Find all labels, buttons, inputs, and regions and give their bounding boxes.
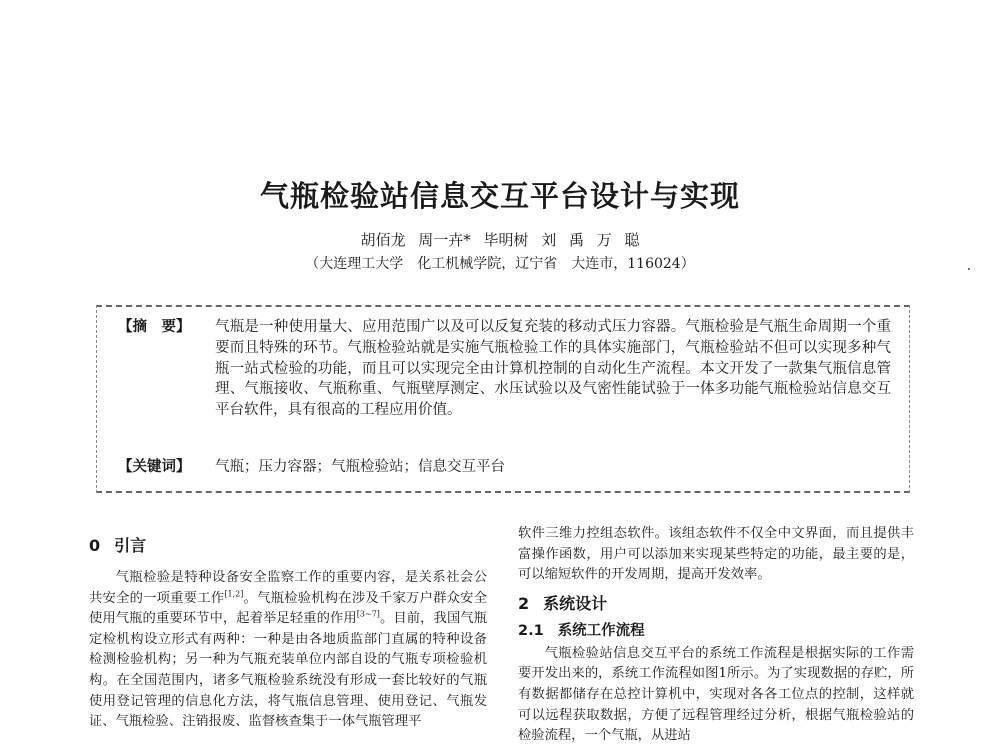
section-heading-design [518, 592, 914, 616]
paper-affiliation: （大连理工大学 化工机械学院，辽宁省 大连市，116024） [305, 256, 695, 272]
subsection-heading [518, 620, 914, 642]
intro-text-b: 。气瓶检验机构在涉及千家万户群众安全使用气瓶的重要环节中，起着举足轻重的作用 [89, 590, 488, 627]
keywords-text: 气瓶；压力容器；气瓶检验站；信息交互平台 [215, 459, 505, 475]
scan-speck [968, 268, 970, 270]
right-column [518, 524, 914, 747]
paper-authors: 胡佰龙 周一卉* 毕明树 刘 禹 万 聪 [360, 231, 640, 249]
intro-paragraph [89, 568, 487, 733]
section-title: 系统设计 [543, 593, 608, 613]
paper-title: 气瓶检验站信息交互平台设计与实现 [259, 179, 740, 213]
subsection-number: 2.1 [518, 622, 544, 639]
citation-1: [1,2] [224, 589, 244, 599]
intro-text-a: 气瓶检验是特种设备安全监察工作的重要内容，是关系社会公共安全的一项重要工作 [89, 570, 487, 606]
abstract-label: 【摘 要】 [118, 319, 191, 335]
citation-2: [3~7] [356, 609, 380, 619]
keywords-row [118, 457, 891, 478]
abstract-box [96, 305, 910, 493]
intro-text-c: 。目前，我国气瓶定检机构设立形式有两种：一种是由各地质监部门直属的特种设备检测检验机构；另一种为气瓶充装单位内部自设的气瓶专项检验机构。在全国范围内，诸多气瓶检验系统没有形成一套比较好的气瓶使用登记管理的信息化方法，将气瓶信息管理、使用登记、气瓶发证、气瓶检验、注销报废、监督核查集于一体气瓶管理平 [89, 611, 488, 730]
subsection-title: 系统工作流程 [557, 622, 645, 639]
abstract-row [118, 317, 891, 421]
right-top-paragraph: 软件三维力控组态软件。该组态软件不仅全中文界面，而且提供丰富操作函数，用户可以添加来实现某些特定的功能，最主要的是，可以缩短软件的开发周期，提高开发效率。 [518, 526, 914, 583]
design-paragraph: 气瓶检验站信息交互平台的系统工作流程是根据实际的工作需要开发出来的，系统工作流程如图1所示。为了实现数据的存贮，所有数据都储存在总控计算机中，实现对各各工位点的控制，这样就可以远程获取数据，方便了远程管理经过分析，根据气瓶检验站的检验流程，一个气瓶，从进站 [518, 645, 914, 744]
section-number: 0 [89, 536, 101, 555]
left-column [89, 532, 487, 733]
abstract-text: 气瓶是一种使用量大、应用范围广以及可以反复充装的移动式压力容器。气瓶检验是气瓶生命周期一个重要而且特殊的环节。气瓶检验站就是实施气瓶检验工作的具体实施部门，气瓶检验站不但可以实现多种气瓶一站式检验的功能，而且可以实现完全由计算机控制的自动化生产流程。本文开发了一款集气瓶信息管理、气瓶接收、气瓶称重、气瓶壁厚测定、水压试验以及气密性能试验于一体多功能气瓶检验站信息交互平台软件，具有很高的工程应用价值。 [215, 319, 891, 419]
keywords-label: 【关键词】 [118, 459, 191, 475]
section-number: 2 [518, 593, 530, 613]
section-title: 引言 [114, 536, 147, 555]
section-heading-intro [89, 534, 487, 558]
